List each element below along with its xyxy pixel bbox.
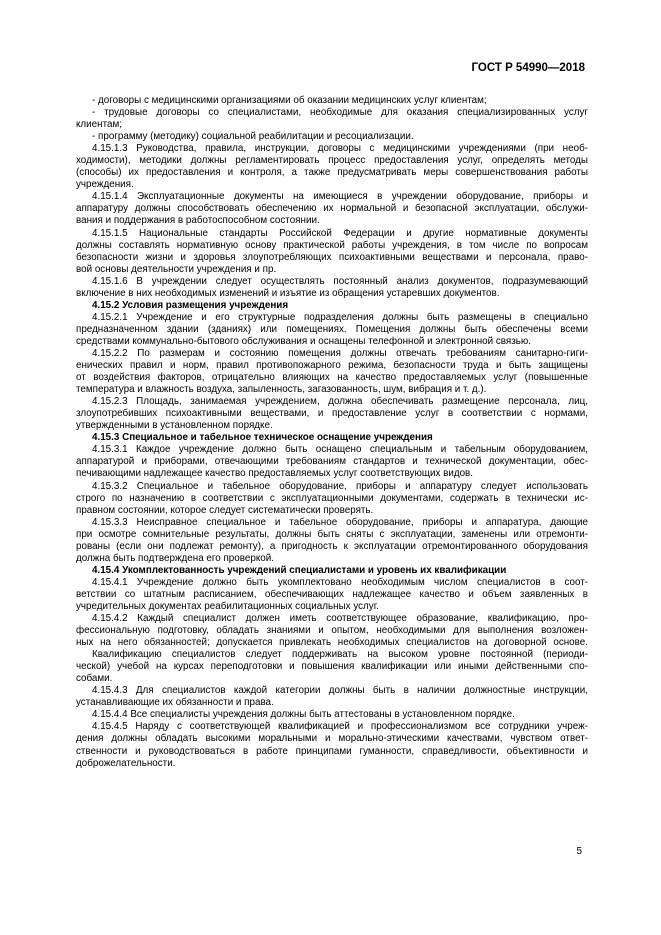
text-line: собами. — [76, 673, 113, 685]
text-line: должны составлять нормативную основу практической работы учреждения, в том числе по вопросам — [76, 239, 588, 251]
text-line: 4.15.4.4 Все специалисты учреждения должны быть аттестованы в установленном порядке. — [92, 709, 515, 721]
text-line: ходимости), методики должны регламентировать процесс предоставления услуг, определять методы — [76, 155, 588, 167]
text-line: ственности и руководствоваться в работе принципами гуманности, справедливости, объективности и — [76, 745, 588, 757]
text-line: 4.15.2.3 Площадь, занимаемая учреждением, должна обеспечивать размещение персонала, лиц, — [92, 396, 588, 408]
text-line: - программу (методику) социальной реабилитации и ресоциализации. — [92, 131, 414, 143]
text-line: правном состоянии, которое следует систематически проверять. — [76, 504, 374, 516]
text-line: должна быть подтверждена его проверкой. — [76, 552, 274, 564]
text-line: предназначенном здании (зданиях) или помещениях. Помещения должны быть обеспечены всеми — [76, 323, 588, 335]
text-line: енических правил и норм, правил противопожарного режима, безопасности труда и быть защищены — [76, 360, 588, 372]
text-line: устанавливающие их обязанности и права. — [76, 697, 274, 709]
text-line: клиентам; — [76, 119, 122, 131]
text-line: ных на него обязанностей; допускается привлекать необходимых специалистов на договорной основе. — [76, 637, 588, 649]
text-line: температура и влажность воздуха, запыленность, загазованность, шум, вибрация и т. д.). — [76, 384, 487, 396]
section-heading-line: 4.15.3 Специальное и табельное техническое оснащение учреждения — [92, 432, 433, 444]
text-line: средствами коммунально-бытового обслуживания и оснащены телефонной и электронной связью. — [76, 335, 532, 347]
text-line: при осмотре сомнительные результаты, должны быть сняты с эксплуатации, заменены или отремонти- — [76, 528, 588, 540]
text-line: 4.15.2.2 По размерам и состоянию помещения должны отвечать требованиям санитарно-гиги- — [92, 347, 588, 359]
page-number: 5 — [576, 846, 582, 857]
text-line: злоупотребивших психоактивными веществами, и предоставление услуг в соответствии с нормами, — [76, 408, 588, 420]
text-line: безопасности жизни и здоровья злоупотребляющих психоактивными веществами и персонала, право- — [76, 251, 588, 263]
text-line: 4.15.1.3 Руководства, правила, инструкции, договоры с медицинскими учреждениями (при необ- — [92, 143, 588, 155]
text-line: включение в них необходимых изменений и изъятие из обращения устаревших документов. — [76, 287, 500, 299]
text-line: ческой) учебой на курсах переподготовки и повышения квалификации или иными действенными спо- — [76, 661, 588, 673]
text-line: - трудовые договоры со специалистами, необходимые для оказания специализированных услуг — [92, 107, 588, 119]
text-line: 4.15.3.2 Специальное и табельное оборудование, приборы и аппаратуру следует использовать — [92, 480, 588, 492]
text-line: 4.15.1.5 Национальные стандарты Российской Федерации и другие нормативные документы — [92, 227, 588, 239]
text-line: Квалификацию специалистов следует поддерживать на высоком уровне постоянной (периоди- — [92, 649, 588, 661]
text-line: учреждения. — [76, 179, 134, 191]
section-heading-line: 4.15.2 Условия размещения учреждения — [92, 299, 289, 311]
text-line: 4.15.1.4 Эксплуатационные документы на имеющиеся в учреждении оборудование, приборы и — [92, 191, 588, 203]
text-line: аппаратуру должны способствовать обеспечению их нормальной и безопасной эксплуатации, обслужи- — [76, 203, 588, 215]
text-line: аппаратурой и приборами, отвечающими требованиям стандартов и технической документации, обес- — [76, 456, 588, 468]
text-line: строго по назначению в соответствии с эксплуатационными документами, содержать в технически ис- — [76, 492, 588, 504]
text-line: утвержденными в установленном порядке. — [76, 420, 273, 432]
text-line: 4.15.3.1 Каждое учреждение должно быть оснащено специальным и табельным оборудованием, — [92, 444, 588, 456]
text-line: рованы (если они подлежат ремонту), а пригодность к эксплуатации отремонтированного оборудования — [76, 540, 588, 552]
document-header: ГОСТ Р 54990—2018 — [471, 62, 585, 74]
text-line: учредительных документах реабилитационных социальных услуг. — [76, 600, 379, 612]
text-line: ветствии со штатным расписанием, обеспечивающих надлежащее качество и объем заявленных в — [76, 588, 588, 600]
text-line: 4.15.4.1 Учреждение должно быть укомплектовано необходимым числом специалистов в соот- — [92, 576, 588, 588]
text-line: дения должны обладать высокими моральными и морально-этическими качествами, чувством ответ- — [76, 733, 588, 745]
text-line: вой основы деятельности учреждения и пр. — [76, 263, 277, 275]
text-line: 4.15.4.5 Наряду с соответствующей квалификацией и профессионализмом все сотрудники учреж- — [92, 721, 588, 733]
text-line: 4.15.3.3 Неисправное специальное и табельное оборудование, приборы и аппаратура, дающие — [92, 516, 588, 528]
text-line: печивающими надлежащее качество предоставляемых услуг соответствующих видов. — [76, 468, 474, 480]
text-line: от воздействия факторов, отрицательно влияющих на качество предоставляемых услуг (повышенные — [76, 372, 588, 384]
text-line: доброжелательности. — [76, 757, 176, 769]
text-line: 4.15.1.6 В учреждении следует осуществлять постоянный анализ документов, подразумевающий — [92, 275, 588, 287]
text-line: 4.15.2.1 Учреждение и его структурные подразделения должны быть размещены в специально — [92, 311, 588, 323]
document-body — [76, 95, 588, 770]
text-line: вания и поддержания в работоспособном состоянии. — [76, 215, 320, 227]
text-line: - договоры с медицинскими организациями об оказании медицинских услуг клиентам; — [92, 95, 487, 106]
text-line: фессиональную подготовку, обладать знаниями и опытом, необходимыми для выполнения возложен- — [76, 625, 588, 637]
text-line: 4.15.4.3 Для специалистов каждой категории должны быть в наличии должностные инструкции, — [92, 685, 588, 697]
section-heading-line: 4.15.4 Укомплектованность учреждений специалистами и уровень их квалификации — [92, 564, 507, 576]
text-line: 4.15.4.2 Каждый специалист должен иметь соответствующее образование, квалификацию, про- — [92, 613, 588, 625]
text-line: (способы) их предоставления и контроля, а также предусматривать меры совершенствования работы — [76, 167, 588, 179]
